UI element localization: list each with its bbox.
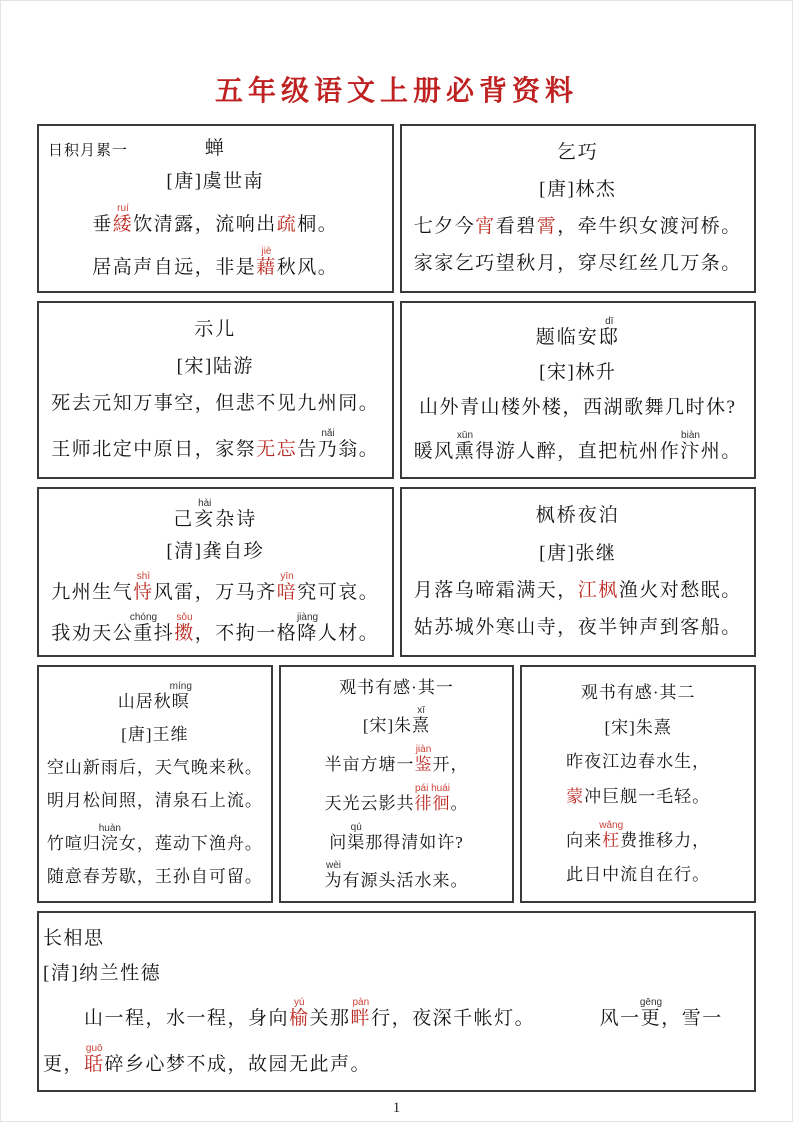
annotated-char: 藉jiè	[256, 246, 277, 278]
text-run: 翁。	[338, 439, 380, 461]
text-run: [唐]林杰	[539, 179, 617, 201]
text-run: 霄	[536, 216, 558, 238]
text-run: [宋]陆游	[176, 355, 254, 377]
text-run: 蒙	[566, 786, 585, 806]
text-run: 向来	[566, 831, 603, 851]
poem-author	[166, 540, 264, 564]
pinyin-annotation: nǎi	[317, 428, 339, 440]
annotated-char: 渠qú	[347, 821, 366, 852]
text-run: 蝉	[204, 138, 226, 160]
poem-title	[339, 677, 454, 698]
text-run: 山外青山楼外楼，西湖歌舞几时休?	[419, 396, 737, 418]
text-run: 九州生气	[51, 581, 134, 603]
text-run: 究可哀。	[297, 581, 380, 603]
pinyin-annotation: jiàng	[296, 611, 319, 623]
text-run: ，雪一	[661, 1008, 723, 1030]
text-run: 死去元知万事空，但悲不见九州同。	[51, 392, 380, 414]
poem-author	[605, 717, 672, 738]
poem-line	[329, 822, 464, 853]
text-run: 七夕今	[413, 216, 476, 238]
pinyin-annotation: dī	[598, 316, 620, 327]
text-run: 暖风	[413, 441, 455, 463]
poem-title	[173, 498, 257, 532]
pinyin-annotation: biàn	[680, 430, 701, 442]
poem-line	[325, 860, 469, 891]
poem-row	[37, 124, 756, 293]
annotated-char: 重chóng	[129, 611, 158, 644]
text-run: 无忘	[256, 439, 298, 461]
text-run: 江枫	[577, 579, 619, 601]
text-run: [清]龚自珍	[166, 540, 265, 562]
poem-line	[43, 1043, 750, 1077]
poem-line	[566, 751, 710, 772]
annotated-char: 乃nǎi	[317, 428, 339, 461]
text-run: 垂	[92, 214, 113, 236]
annotated-char: 亥hài	[194, 498, 216, 531]
poem-row	[37, 665, 756, 903]
poem-row	[37, 911, 756, 1092]
text-run: [宋]朱熹	[604, 717, 672, 737]
text-run: 观书有感·其一	[339, 677, 454, 697]
poem-line	[419, 396, 736, 420]
pinyin-annotation: ruí	[112, 203, 134, 215]
poem-author	[166, 170, 264, 194]
text-run: 乞巧	[556, 142, 599, 164]
pinyin-annotation: pàn	[350, 997, 372, 1009]
text-run: 疏	[276, 214, 298, 236]
text-run: 州。	[700, 441, 742, 463]
poem-line	[51, 571, 379, 605]
poem-title	[205, 137, 226, 161]
text-run: 枫桥夜泊	[535, 505, 620, 527]
pinyin-annotation: wèi	[324, 860, 343, 872]
poem-author	[177, 355, 254, 379]
text-run: 桐。	[297, 214, 339, 236]
text-run: 冲巨舰一毛轻。	[584, 786, 711, 806]
text-run: ，牵牛织女渡河桥。	[557, 216, 742, 238]
text-run: 空山新雨后，天气晚来秋。	[46, 757, 263, 777]
poem-line	[47, 866, 263, 887]
poem-line	[51, 612, 379, 646]
poem-author	[539, 361, 616, 385]
text-run: 姑苏城外寒山寺，夜半钟声到客船。	[413, 616, 742, 638]
pinyin-annotation: huàn	[98, 822, 121, 834]
text-run: 秋风。	[276, 257, 339, 278]
pinyin-annotation: yú	[289, 997, 310, 1009]
poem-line	[92, 246, 338, 280]
text-run: 题临安	[535, 327, 599, 348]
text-run: 半亩方塘一	[324, 755, 415, 774]
text-run: [清]纳兰性德	[43, 962, 162, 984]
pinyin-annotation: yīn	[276, 570, 298, 582]
poem-row	[37, 301, 756, 479]
annotated-char: 緌ruí	[112, 203, 134, 236]
text-run: 杂诗	[215, 509, 258, 531]
text-run: 渔火对愁眠。	[618, 579, 742, 601]
text-run: 看碧	[495, 216, 537, 238]
annotated-char: 喑yīn	[276, 570, 298, 603]
text-run: 我劝天公	[51, 622, 134, 644]
annotated-char: 降jiàng	[296, 611, 319, 644]
annotated-char: 徘徊pái huái	[414, 782, 451, 813]
annotated-char: 熏xūn	[454, 430, 476, 463]
page-title: 五年级语文上册必背资料	[214, 76, 578, 107]
poem-title	[43, 927, 750, 951]
poem-title	[536, 504, 620, 528]
text-run: 问	[329, 832, 348, 852]
text-run: 女，莲动下渔舟。	[118, 833, 263, 853]
annotated-char: 枉wǎng	[599, 820, 624, 851]
poem-line	[414, 616, 742, 640]
text-run: 风雷，万马齐	[153, 581, 277, 603]
text-run: 。	[450, 793, 469, 813]
annotated-char: 暝míng	[169, 680, 192, 711]
poem-author	[539, 178, 616, 202]
poem-author	[43, 962, 750, 986]
poem-title	[194, 318, 236, 342]
poem-title	[581, 682, 696, 703]
poem-line	[92, 203, 338, 237]
pinyin-annotation: xī	[412, 705, 431, 717]
text-run: 宵	[475, 216, 496, 238]
annotated-char: 浣huàn	[98, 822, 121, 853]
pinyin-annotation: jiàn	[414, 744, 433, 755]
poem-box	[37, 911, 756, 1092]
text-run: 长相思	[43, 927, 105, 949]
text-run: 随意春芳歇，王孙自可留。	[46, 866, 263, 886]
poem-author	[121, 724, 188, 745]
text-run: 告	[297, 439, 318, 461]
text-run: 开，	[432, 755, 469, 774]
text-run: 示儿	[194, 319, 237, 340]
text-run: [宋]朱	[362, 716, 413, 736]
poem-box	[520, 665, 756, 903]
pinyin-annotation: shì	[133, 570, 154, 582]
text-run: 观书有感·其二	[580, 683, 696, 703]
poem-line	[325, 744, 469, 775]
poem-author	[363, 705, 430, 736]
pinyin-annotation: xūn	[454, 430, 476, 442]
text-run: 得游人醉，直把杭州作	[475, 441, 681, 463]
text-run: 己	[173, 509, 195, 531]
text-run: 费推移力，	[620, 831, 711, 851]
poem-box	[37, 665, 273, 903]
annotated-char: 汴biàn	[680, 430, 701, 463]
poem-box	[37, 124, 394, 293]
poem-line	[47, 790, 263, 811]
pinyin-annotation: gēng	[639, 997, 663, 1009]
pinyin-annotation: pái huái	[414, 782, 451, 794]
annotated-char: 邸dī	[598, 316, 620, 348]
poem-line	[414, 215, 742, 239]
text-run: 昨夜江边春水生，	[566, 752, 711, 772]
poem-box	[279, 665, 515, 903]
page-number: 1	[392, 1100, 401, 1116]
text-run: 月落乌啼霜满天，	[413, 579, 578, 601]
poem-line	[566, 786, 710, 807]
pinyin-annotation: jiè	[256, 246, 277, 257]
pinyin-annotation: chóng	[129, 611, 158, 623]
poem-box	[400, 124, 757, 293]
text-run: 关那	[309, 1008, 351, 1030]
poem-box	[37, 301, 394, 479]
pinyin-annotation: guō	[84, 1042, 105, 1054]
annotated-char: 榆yú	[289, 997, 310, 1030]
poem-grid	[37, 124, 756, 1092]
annotated-char: 更gēng	[639, 997, 663, 1030]
text-run: 碎乡心梦不成，故园无此声。	[104, 1053, 372, 1075]
annotated-char: 擞sǒu	[174, 611, 195, 644]
text-run: 更，	[43, 1053, 85, 1075]
text-run: 家家乞巧望秋月，穿尽红丝几万条。	[413, 253, 742, 274]
annotated-char: 恃shì	[133, 570, 154, 603]
text-run: 行，夜深千帐灯。	[371, 1008, 536, 1030]
pinyin-annotation: hài	[194, 498, 216, 510]
text-run: 饮清露，流响出	[133, 214, 277, 236]
text-run: 有源头活水来。	[342, 871, 469, 891]
annotated-char: 聒guō	[84, 1042, 105, 1075]
text-run: [唐]张继	[539, 542, 617, 564]
poem-line	[414, 430, 742, 464]
annotated-char: 鉴jiàn	[414, 744, 433, 774]
poem-box	[400, 301, 757, 479]
text-run: [宋]林升	[539, 361, 617, 383]
poem-author	[539, 542, 616, 566]
text-run: 那得清如许?	[365, 832, 464, 852]
pinyin-annotation: sǒu	[174, 611, 195, 623]
annotated-char: 畔pàn	[350, 997, 372, 1030]
poem-title	[557, 141, 599, 165]
poem-line	[414, 579, 742, 603]
poem-line	[325, 783, 469, 814]
text-run: 明月松间照，清泉石上流。	[46, 790, 263, 810]
poem-title	[118, 681, 192, 712]
text-run: 此日中流自在行。	[566, 865, 711, 885]
poem-line	[47, 823, 263, 854]
text-run: ，不拘一格	[194, 622, 298, 644]
text-run: 抖	[153, 622, 175, 644]
text-run: [唐]王维	[121, 724, 189, 744]
pinyin-annotation: wǎng	[599, 820, 624, 832]
text-run: 竹喧归	[46, 833, 101, 853]
text-run: 山居秋	[117, 691, 172, 711]
pinyin-annotation: qú	[347, 821, 366, 833]
poem-box	[400, 487, 757, 657]
poem-box	[37, 487, 394, 657]
poem-line	[47, 757, 263, 778]
text-run: 风一	[599, 1008, 641, 1030]
annotated-char: 为wèi	[324, 860, 343, 891]
text-run: 居高声自远，非是	[92, 257, 257, 278]
section-label: 日积月累一	[48, 143, 129, 159]
pinyin-annotation: míng	[169, 680, 192, 692]
poem-line	[414, 252, 742, 276]
poem-line	[51, 428, 379, 462]
poem-title	[536, 316, 620, 350]
poem-line	[43, 997, 750, 1031]
poem-line	[51, 392, 379, 416]
text-run: 王师北定中原日，家祭	[51, 439, 257, 461]
poem-line	[566, 864, 710, 885]
text-run: [唐]虞世南	[166, 171, 265, 193]
annotated-char: 熹xī	[412, 705, 431, 736]
text-run: 山一程，水一程，身向	[43, 1008, 290, 1030]
text-run: 天光云影共	[324, 793, 415, 813]
poem-line	[566, 820, 710, 851]
text-run: 人材。	[317, 622, 380, 644]
poem-row	[37, 487, 756, 657]
